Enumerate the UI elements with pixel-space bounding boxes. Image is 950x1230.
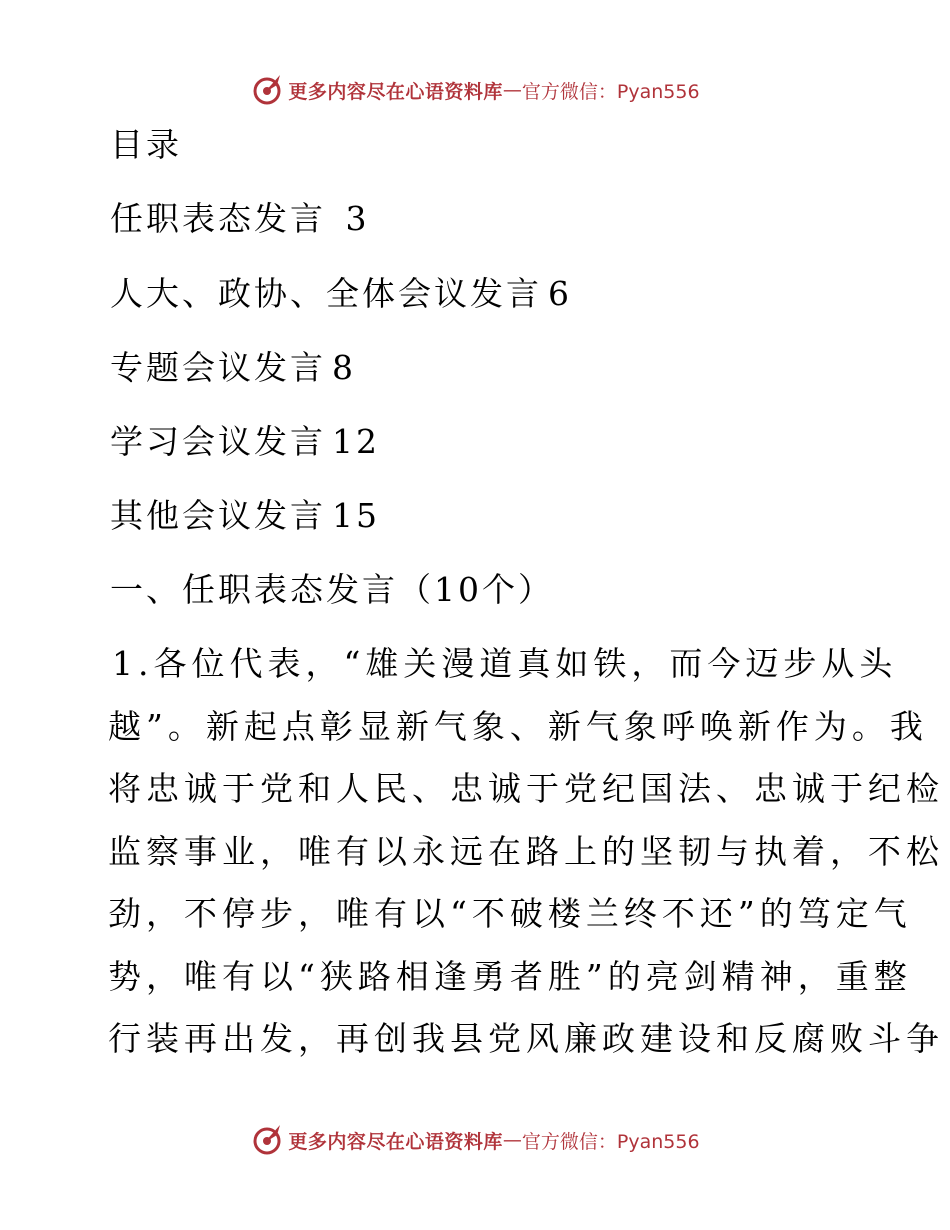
quill-logo-icon: [250, 1123, 284, 1157]
toc-entry-page: 8: [332, 348, 356, 387]
toc-entry-label: 学习会议发言: [110, 422, 326, 461]
quill-logo-icon: [250, 73, 284, 107]
toc-entry-page: 15: [332, 496, 380, 535]
paragraph-line: 越”。新起点彰显新气象、新气象呼唤新作为。我: [108, 706, 928, 746]
toc-entry-label: 其他会议发言: [110, 496, 326, 535]
toc-title: 目录: [110, 125, 182, 164]
toc-entry[interactable]: [110, 274, 572, 314]
toc-entry[interactable]: [110, 422, 380, 462]
header-watermark: [0, 70, 950, 110]
watermark-text: 更多内容尽在心语资料库: [288, 80, 503, 103]
toc-entry[interactable]: [110, 496, 380, 536]
paragraph-line: 监察事业，唯有以永远在路上的坚韧与执着，不松: [108, 831, 944, 871]
toc-entry-label: 专题会议发言: [110, 348, 326, 387]
toc-entry[interactable]: [110, 348, 356, 388]
paragraph-line: 行装再出发，再创我县党风廉政建设和反腐败斗争: [108, 1019, 944, 1058]
section-heading: 一、任职表态发言（10个）: [110, 570, 554, 609]
toc-entry-page: 3: [332, 199, 370, 238]
toc-entry-label: 任职表态发言: [110, 199, 326, 238]
paragraph-line: 将忠诚于党和人民、忠诚于党纪国法、忠诚于纪检: [108, 769, 944, 808]
toc-entry-label: 人大、政协、全体会议发言: [110, 274, 542, 313]
body-paragraph: [108, 633, 944, 1071]
footer-watermark: [0, 1120, 950, 1160]
paragraph-line: 劲，不停步，唯有以“不破楼兰终不还”的笃定气: [108, 894, 912, 933]
watermark-wechat: 官方微信：Pyan556: [521, 80, 700, 103]
paragraph-line: 1.各位代表，“雄关漫道真如铁，而今迈步从头: [112, 644, 898, 683]
watermark-separator: —: [502, 79, 522, 101]
toc-entry-page: 12: [332, 422, 380, 461]
toc-entry-page: 6: [548, 274, 572, 313]
watermark-separator: —: [502, 1129, 522, 1151]
toc-entry[interactable]: [110, 199, 370, 239]
watermark-text: 更多内容尽在心语资料库: [288, 1130, 503, 1153]
watermark-wechat: 官方微信：Pyan556: [521, 1130, 700, 1153]
paragraph-line: 势，唯有以“狭路相逢勇者胜”的亮剑精神，重整: [108, 956, 912, 996]
